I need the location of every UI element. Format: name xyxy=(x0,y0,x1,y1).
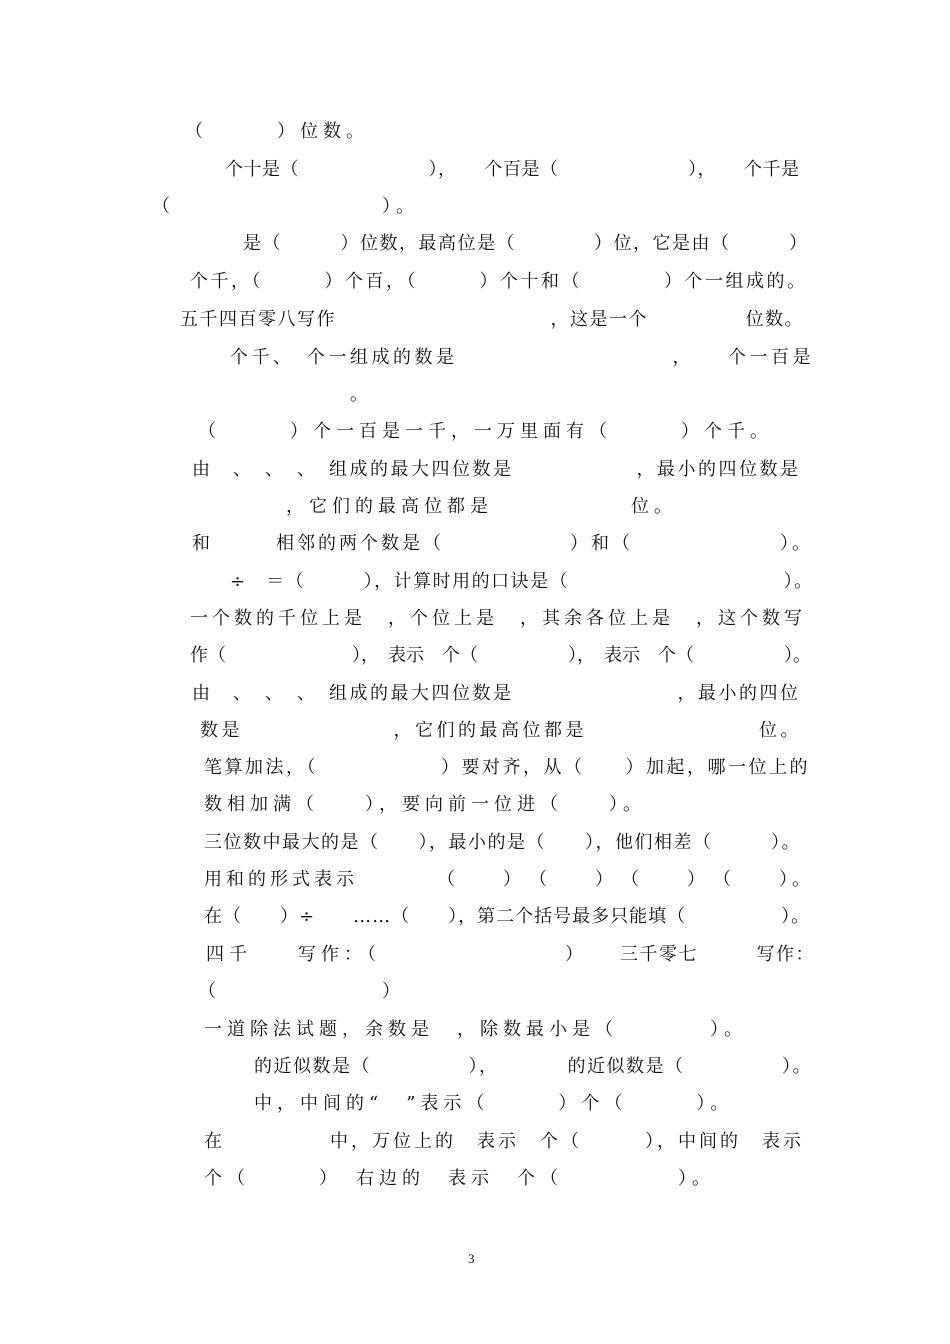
text-line: ÷ ＝（ ），计算时用的口诀是（ ）。 xyxy=(230,571,814,592)
text-line: 笔算加法，（ ）要对齐，从（ ）加起，哪一位上的 xyxy=(204,757,810,778)
text-line: （ ） xyxy=(198,981,405,1002)
text-line: （ ）。 xyxy=(152,196,419,217)
text-line: 三千零七 写作： xyxy=(620,944,815,965)
text-line: 用和的形式表示 （ ） （ ） （ ） （ ）。 xyxy=(204,869,814,890)
text-line: 数相加满（ ），要向前一位进（ ）。 xyxy=(204,794,646,815)
text-line: 在 中，万位上的 表示 个（ ），中间的 表示 xyxy=(204,1131,804,1152)
text-line: 五千四百零八写作 ，这是一个 位数。 xyxy=(180,309,804,330)
text-line: 在（ ）÷ ……（ ），第二个括号最多只能填（ ）。 xyxy=(204,906,811,927)
text-line: 是（ ）位数，最高位是（ ）位，它是由（ ） xyxy=(243,233,809,254)
text-line: 的近似数是（ ）， 的近似数是（ ）。 xyxy=(254,1056,812,1077)
text-line: 一道除法试题，余数是 ，除数最小是（ ）。 xyxy=(204,1019,747,1040)
text-line: 中，中间的“ ”表示（ ）个（ ）。 xyxy=(254,1093,734,1114)
text-line: ，它们的最高位都是 位。 xyxy=(286,496,677,517)
text-line: 一个数的千位上是 ，个位上是 ，其余各位上是 ，这个数写 xyxy=(190,608,806,629)
text-line: 。 xyxy=(350,384,373,405)
text-line: 个（ ） 右边的 表示 个（ ）。 xyxy=(204,1168,715,1189)
text-line: 数是 ，它们的最高位都是 位。 xyxy=(200,720,802,741)
text-line: 个十是（ ）， 个百是（ ）， 个千是 xyxy=(225,159,800,180)
text-line: 和 相邻的两个数是（ ）和（ ）。 xyxy=(192,533,813,554)
page-number: 3 xyxy=(468,1251,475,1266)
text-line: 个千、 个一组成的数是 ， 个一百是 xyxy=(230,347,814,368)
text-line: 个千，（ ）个百，（ ）个十和（ ）个一组成的。 xyxy=(190,271,808,292)
text-line: 由 、 、 、 组成的最大四位数是 ，最小的四位 xyxy=(192,683,801,704)
text-line: 由 、 、 、 组成的最大四位数是 ，最小的四位数是 xyxy=(192,459,801,480)
text-line: 作（ ）， 表示 个（ ）， 表示 个（ ）。 xyxy=(190,645,811,666)
text-line: （ ）个一百是一千，一万里面有（ ）个千。 xyxy=(198,421,773,442)
text-line: （ ）位数。 xyxy=(185,121,369,142)
text-line: 三位数中最大的是（ ），最小的是（ ），他们相差（ ）。 xyxy=(204,832,801,853)
text-line: 四千 写作：（ ） xyxy=(206,944,588,965)
